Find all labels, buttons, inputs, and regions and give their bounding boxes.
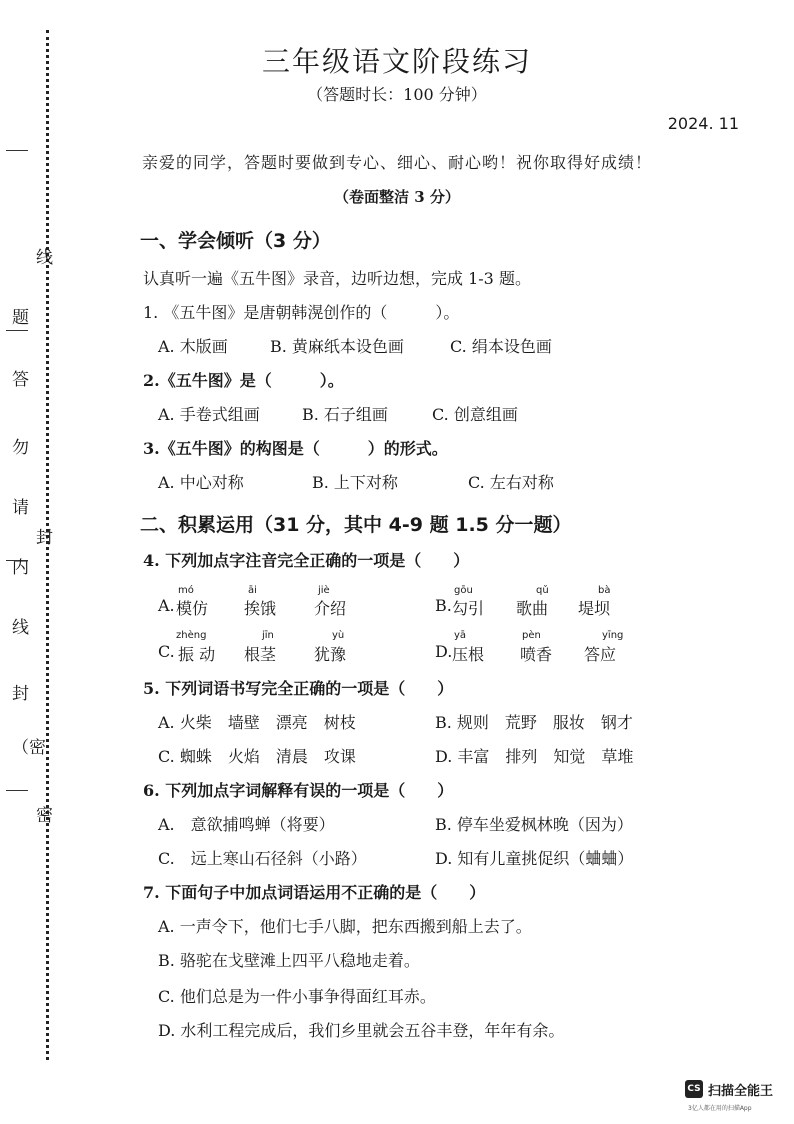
- question-5-option-a: A. 火柴 墙壁 漂亮 树枝: [158, 713, 356, 732]
- margin-char: 线: [36, 248, 53, 268]
- question-5-option-d: D. 丰富 排列 知觉 草堆: [435, 747, 634, 766]
- margin-char: 线: [12, 618, 29, 638]
- question-4-option-c-label: C.: [158, 642, 175, 661]
- question-3-option-a: A. 中心对称: [158, 473, 244, 492]
- exam-duration: （答题时长：100 分钟）: [307, 85, 487, 104]
- question-4-option-b-label: B.: [435, 596, 452, 615]
- question-3-option-c: C. 左右对称: [468, 473, 554, 492]
- section-2-title: 二、积累运用（31 分，其中 4-9 题 1.5 分一题）: [140, 514, 572, 536]
- margin-char: 封: [36, 528, 53, 548]
- pinyin: yù: [332, 630, 345, 641]
- margin-char: 内: [12, 558, 29, 578]
- question-2-option-c: C. 创意组画: [432, 405, 518, 424]
- question-5-option-b: B. 规则 荒野 服妆 钢才: [435, 713, 633, 732]
- class-blank-line: [6, 330, 28, 331]
- question-2-option-b: B. 石子组画: [302, 405, 388, 424]
- question-4-option-a-word: 模仿: [176, 599, 209, 618]
- watermark-tagline: 3亿人都在用的扫描App: [688, 1105, 752, 1112]
- question-6-option-d: D. 知有儿童挑促织（蛐蛐）: [435, 849, 634, 868]
- question-6-option-c: C. 远上寒山石径斜（小路）: [158, 849, 367, 868]
- question-4-stem: 4. 下列加点字注音完全正确的一项是（ ）: [143, 551, 470, 570]
- question-1-option-b: B. 黄麻纸本设色画: [270, 337, 404, 356]
- question-6-stem: 6. 下列加点字词解释有误的一项是（ ）: [143, 781, 454, 800]
- question-4-option-b-word: 堤坝: [578, 599, 611, 618]
- pinyin: gōu: [454, 585, 473, 596]
- pinyin: pèn: [522, 630, 541, 641]
- question-4-option-c-word: 根茎: [244, 645, 277, 664]
- question-7-stem: 7. 下面句子中加点词语运用不正确的是（ ）: [143, 883, 486, 902]
- intro-greeting: 亲爱的同学，答题时要做到专心、细心、耐心哟！祝你取得好成绩！: [141, 153, 652, 172]
- pinyin: mó: [178, 585, 194, 596]
- pinyin: jiè: [318, 585, 330, 596]
- question-2-stem: 2.《五牛图》是（ ）。: [143, 371, 344, 390]
- camscanner-logo-icon: CS: [685, 1080, 703, 1098]
- question-7-option-a: A. 一声令下，他们七手八脚，把东西搬到船上去了。: [158, 917, 532, 936]
- question-4-option-d-word: 答应: [584, 645, 617, 664]
- question-5-option-c: C. 蜘蛛 火焰 清晨 攻课: [158, 747, 356, 766]
- pinyin: yīng: [602, 630, 624, 641]
- question-6-option-b: B. 停车坐爱枫林晚（因为）: [435, 815, 633, 834]
- margin-char: 题: [12, 308, 29, 328]
- question-4-option-a-word: 挨饿: [244, 599, 277, 618]
- margin-char: （密: [12, 738, 46, 758]
- question-4-option-b-word: 勾引: [452, 599, 485, 618]
- margin-char: 封: [12, 684, 29, 704]
- question-6-option-a: A. 意欲捕鸣蝉（将要）: [158, 815, 335, 834]
- pinyin: zhèng: [176, 630, 207, 641]
- watermark-name: 扫描全能王: [708, 1084, 774, 1099]
- question-1-option-a: A. 木版画: [158, 337, 228, 356]
- margin-char: 密: [36, 806, 53, 826]
- question-3-stem: 3.《五牛图》的构图是（ ）的形式。: [143, 439, 448, 458]
- question-4-option-a-word: 介绍: [314, 599, 347, 618]
- neatness-note: （卷面整洁 3 分）: [334, 188, 460, 206]
- question-4-option-a-label: A.: [158, 596, 175, 615]
- pinyin: jīn: [262, 630, 274, 641]
- pinyin: āi: [248, 585, 257, 596]
- question-5-stem: 5. 下列词语书写完全正确的一项是（ ）: [143, 679, 454, 698]
- question-2-option-a: A. 手卷式组画: [158, 405, 260, 424]
- question-4-option-d-label: D.: [435, 642, 453, 661]
- page-title: 三年级语文阶段练习: [261, 45, 532, 78]
- margin-char: 答: [12, 370, 29, 390]
- question-4-option-b-word: 歌曲: [516, 599, 549, 618]
- section-1-instruction: 认真听一遍《五牛图》录音，边听边想，完成 1-3 题。: [143, 269, 531, 288]
- question-4-option-c-word: 振 动: [178, 645, 216, 664]
- question-1-option-c: C. 绢本设色画: [450, 337, 552, 356]
- pinyin: qǔ: [536, 585, 549, 596]
- question-4-option-c-word: 犹豫: [314, 645, 347, 664]
- question-4-option-d-word: 喷香: [520, 645, 553, 664]
- section-1-title: 一、学会倾听（3 分）: [140, 230, 331, 252]
- question-1-stem: 1. 《五牛图》是唐朝韩滉创作的（ ）。: [143, 303, 460, 322]
- exam-date: 2024. 11: [667, 114, 739, 133]
- question-7-option-c: C. 他们总是为一件小事争得面红耳赤。: [158, 987, 436, 1006]
- pinyin: yā: [454, 630, 467, 641]
- pinyin: bà: [598, 585, 611, 596]
- margin-char: 勿: [12, 438, 29, 458]
- question-3-option-b: B. 上下对称: [312, 473, 398, 492]
- question-7-option-d: D. 水利工程完成后，我们乡里就会五谷丰登，年年有余。: [158, 1021, 565, 1040]
- question-4-option-d-word: 压根: [452, 645, 485, 664]
- question-7-option-b: B. 骆驼在戈壁滩上四平八稳地走着。: [158, 951, 420, 970]
- number-blank-line: [6, 790, 28, 791]
- margin-char: 请: [12, 498, 29, 518]
